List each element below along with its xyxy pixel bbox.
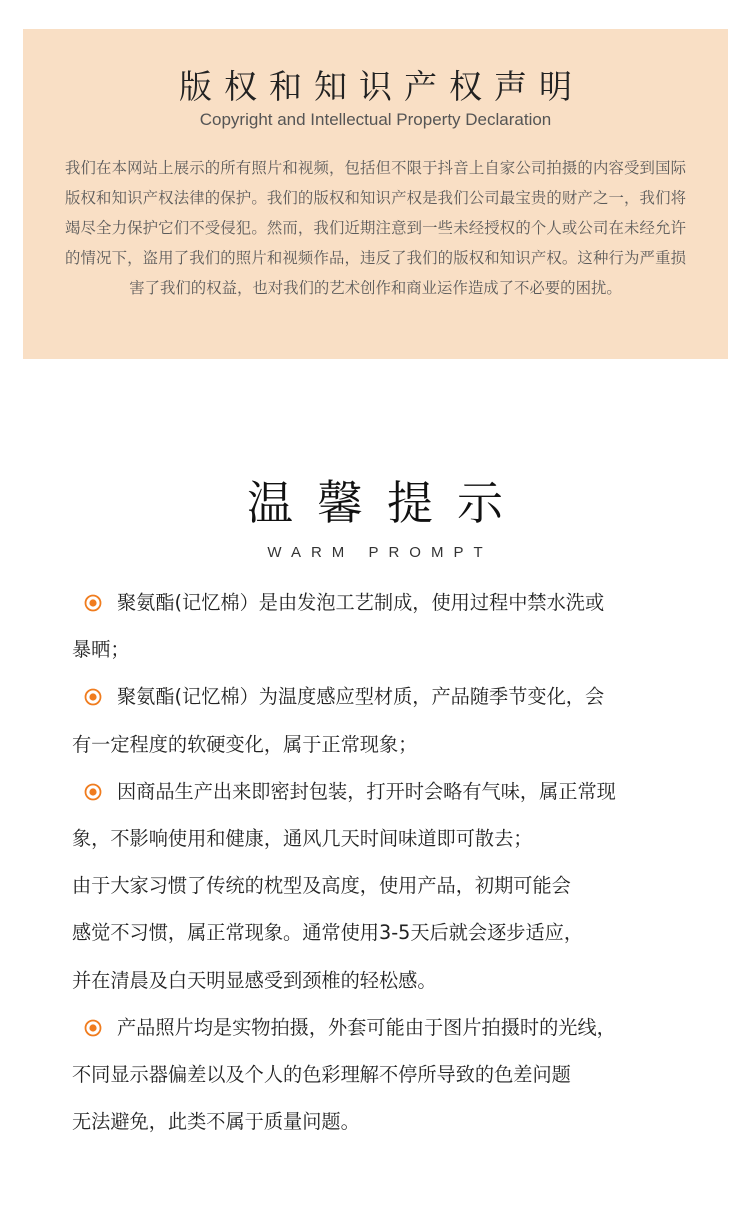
tip-3-line-1 xyxy=(72,768,692,815)
tip-3-line-3 xyxy=(72,862,692,909)
copyright-body-text: 我们在本网站上展示的所有照片和视频，包括但不限于抖音上自家公司拍摄的内容受到国际版权和知识产权法律的保护。我们的版权和知识产权是我们公司最宝贵的财产之一，我们将竭尽全力保护它们不受侵犯。然而，我们近期注意到一些未经授权的个人或公司在未经允许的情况下，盗用了我们的照片和视频作品，违反了我们的版权和知识产权。这种行为严重损害了我们的权益，也对我们的艺术创作和商业运作造成了不必要的困扰。 xyxy=(65,159,686,297)
tip-text: 由于大家习惯了传统的枕型及高度，使用产品，初期可能会 xyxy=(72,874,571,898)
tip-text: 并在清晨及白天明显感受到颈椎的轻松感。 xyxy=(72,968,437,992)
copyright-subtitle: Copyright and Intellectual Property Declaration xyxy=(199,110,552,129)
copyright-title: 版权和知识产权声明 xyxy=(179,67,584,106)
orange-circle-bullet-icon xyxy=(84,1019,102,1037)
tip-text: 产品照片均是实物拍摄，外套可能由于图片拍摄时的光线， xyxy=(117,1015,616,1039)
tip-text: 聚氨酯(记忆棉）是由发泡工艺制成，使用过程中禁水洗或 xyxy=(117,591,605,614)
tip-2-line-2 xyxy=(72,721,692,768)
tip-text: 不同显示器偏差以及个人的色彩理解不停所导致的色差问题 xyxy=(72,1062,571,1086)
tip-text: 无法避免，此类不属于质量问题。 xyxy=(72,1110,360,1134)
tip-4-line-1 xyxy=(72,1004,692,1051)
tip-1-line-2 xyxy=(72,626,692,673)
tip-text: 因商品生产出来即密封包装，打开时会略有气味，属正常现 xyxy=(117,779,616,803)
orange-circle-bullet-icon xyxy=(84,594,102,612)
warm-prompt-title: 温馨提示 xyxy=(247,476,527,530)
tip-4-line-2 xyxy=(72,1051,692,1098)
tip-3-line-5 xyxy=(72,957,692,1004)
tip-3-line-2 xyxy=(72,815,692,862)
orange-circle-bullet-icon xyxy=(84,688,102,706)
tip-text: 感觉不习惯，属正常现象。通常使用3-5天后就会逐步适应， xyxy=(72,921,584,945)
tip-text: 象，不影响使用和健康，通风几天时间味道即可散去； xyxy=(72,826,533,850)
warm-prompt-list xyxy=(72,579,692,1145)
copyright-notice-panel xyxy=(23,29,728,359)
tip-text: 聚氨酯(记忆棉）为温度感应型材质，产品随季节变化，会 xyxy=(117,685,605,709)
warm-prompt-subtitle: WARM PROMPT xyxy=(267,544,493,561)
tip-1-line-1 xyxy=(72,579,692,626)
orange-circle-bullet-icon xyxy=(84,783,102,801)
tip-2-line-1 xyxy=(72,673,692,720)
tip-text: 有一定程度的软硬变化，属于正常现象； xyxy=(72,732,418,756)
tip-text: 暴晒； xyxy=(72,638,130,662)
tip-4-line-3 xyxy=(72,1098,692,1145)
tip-3-line-4 xyxy=(72,909,692,956)
